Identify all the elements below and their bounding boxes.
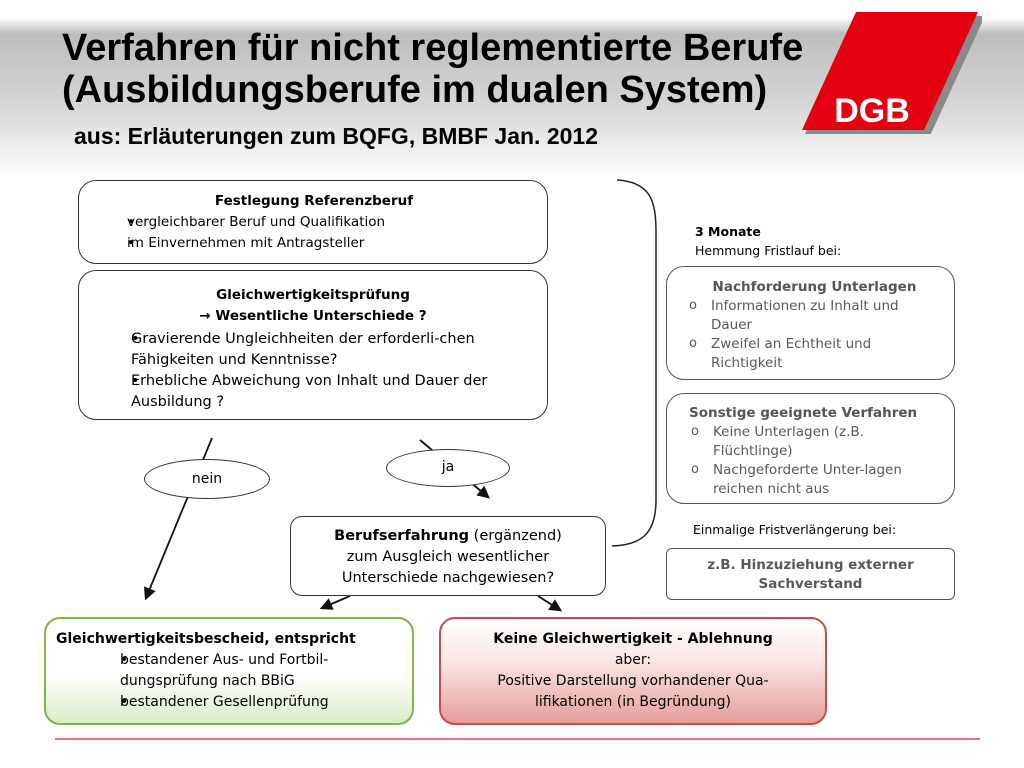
nachforderung-box xyxy=(666,266,955,380)
list-item: • vergleichbarer Beruf und Qualifikation xyxy=(97,212,531,233)
side-heading-1: 3 Monate xyxy=(695,224,761,239)
gleichwertigkeit-subtitle: → Wesentliche Unterschiede ? xyxy=(199,308,427,324)
ablehnung-line-4: lifikationen (in Begründung) xyxy=(534,694,732,710)
title-line-1: Verfahren für nicht reglementierte Berufe xyxy=(62,27,804,69)
list-item: • Erhebliche Abweichung von Inhalt und Dauer der Ausbildung ? xyxy=(97,371,529,413)
sonstige-box xyxy=(666,393,955,504)
list-item: o Nachgeforderte Unter-lagen reichen nicht aus xyxy=(689,461,944,499)
ablehnung-line-3: Positive Darstellung vorhandener Qua- xyxy=(497,673,769,689)
side-heading-2: Hemmung Fristlauf bei: xyxy=(695,243,842,258)
list-item: • im Einvernehmen mit Antragsteller xyxy=(97,233,531,254)
verlaengerung-heading: Einmalige Fristverlängerung bei: xyxy=(693,522,897,537)
bescheid-box xyxy=(44,617,414,725)
arrow-to-ablehnung xyxy=(538,596,560,610)
ablehnung-line-2: aber: xyxy=(614,652,652,668)
title-line-2: (Ausbildungsberufe im dualen System) xyxy=(62,69,768,111)
ja-ellipse xyxy=(386,449,510,487)
berufserfahrung-line-3: Unterschiede nachgewiesen? xyxy=(341,570,555,586)
arrow-to-bescheid xyxy=(322,596,350,608)
gleichwertigkeit-box xyxy=(78,270,548,420)
list-item: o Zweifel an Echtheit und Richtigkeit xyxy=(687,335,942,373)
bescheid-title: Gleichwertigkeitsbescheid, entspricht xyxy=(56,631,356,647)
logo-text: DGB xyxy=(834,92,910,130)
referenzberuf-box xyxy=(78,180,548,264)
side-heading xyxy=(695,222,841,260)
brace-connector xyxy=(612,180,656,546)
slide-subtitle: aus: Erläuterungen zum BQFG, BMBF Jan. 2012 xyxy=(74,123,598,149)
ablehnung-box xyxy=(439,617,827,725)
berufserfahrung-box xyxy=(290,516,606,596)
list-item: • Gravierende Ungleichheiten der erforderli-chen Fähigkeiten und Kenntnisse? xyxy=(97,329,529,371)
ablehnung-title: Keine Gleichwertigkeit - Ablehnung xyxy=(493,631,773,647)
gleichwertigkeit-title: Gleichwertigkeitsprüfung xyxy=(216,287,410,303)
list-item: o Informationen zu Inhalt und Dauer xyxy=(687,297,942,335)
referenzberuf-title: Festlegung Referenzberuf xyxy=(214,193,414,209)
berufserfahrung-line-1: Berufserfahrung (ergänzend) xyxy=(334,528,562,544)
list-item: • bestandener Gesellenprüfung xyxy=(56,692,400,713)
sonstige-title: Sonstige geeignete Verfahren xyxy=(689,405,918,421)
verlaengerung-line-1: z.B. Hinzuziehung externer xyxy=(707,557,914,573)
berufserfahrung-line-2: zum Ausgleich wesentlicher xyxy=(346,549,550,565)
verlaengerung-box xyxy=(666,548,955,600)
nein-label: nein xyxy=(191,471,223,487)
nein-ellipse xyxy=(144,459,270,499)
nachforderung-title: Nachforderung Unterlagen xyxy=(712,279,917,295)
list-item: o Keine Unterlagen (z.B. Flüchtlinge) xyxy=(689,423,944,461)
ja-label: ja xyxy=(441,459,455,475)
verlaengerung-line-2: Sachverstand xyxy=(758,576,863,592)
list-item: • bestandener Aus- und Fortbil-dungsprüfung nach BBiG xyxy=(56,650,400,692)
